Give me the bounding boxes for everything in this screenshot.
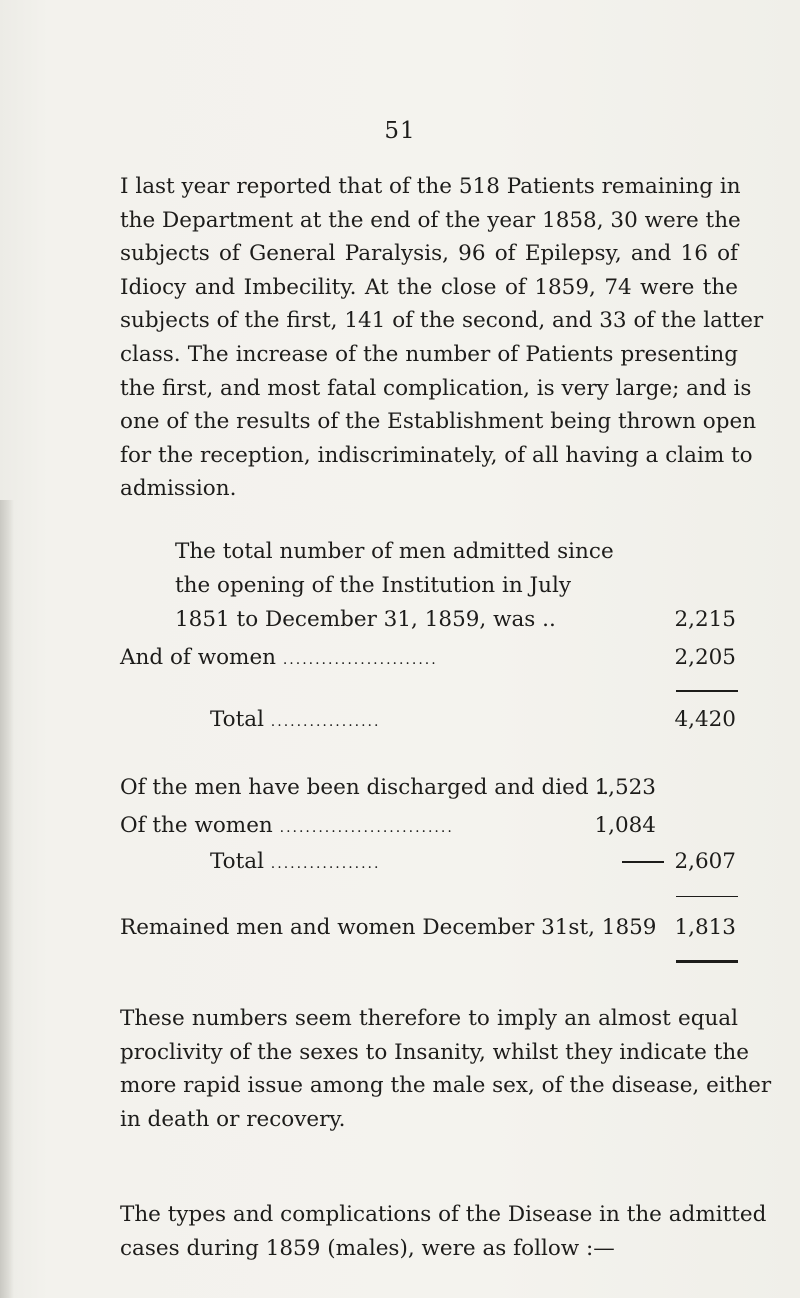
total-discharged-label: Total	[210, 849, 264, 874]
paragraph-line: The types and complications of the Disease in the admitted	[120, 1202, 767, 1227]
sum-rule	[676, 896, 738, 897]
women-admitted-value: 2,205	[674, 645, 736, 670]
total-admitted-label: Total	[210, 707, 264, 732]
men-admitted-line-2: the opening of the Institution in July	[175, 573, 571, 598]
men-discharged-label: Of the men have been discharged and died ..	[120, 775, 610, 800]
paragraph-line: These numbers seem therefore to imply an almost equal	[120, 1006, 738, 1031]
men-admitted-line-3: 1851 to December 31, 1859, was ..	[175, 607, 556, 632]
remained-label: Remained men and women December 31st, 1859	[120, 915, 657, 940]
remained-value: 1,813	[674, 915, 736, 940]
page-binding-shadow	[0, 500, 14, 1298]
paragraph-line: the first, and most fatal complication, is very large; and is	[120, 375, 752, 401]
paragraph-line: subjects of General Paralysis, 96 of Epilepsy, and 16 of	[120, 241, 738, 267]
paragraph-line: I last year reported that of the 518 Patients remaining in	[120, 174, 741, 199]
men-discharged-value: 1,523	[594, 775, 656, 800]
paragraph-proclivity	[120, 1002, 772, 1136]
men-admitted-value: 2,215	[674, 607, 736, 632]
paragraph-line: one of the results of the Establishment being thrown open	[120, 409, 757, 435]
leader-dots: ........................	[282, 652, 438, 668]
total-admitted-value: 4,420	[674, 707, 736, 732]
paragraph-line: the Department at the end of the year 1858, 30 were the	[120, 207, 741, 233]
women-discharged-value: 1,084	[594, 813, 656, 838]
paragraph-line: subjects of the first, 141 of the second, and 33 of the latter	[120, 308, 764, 334]
total-discharged-row	[210, 848, 380, 878]
leader-dots: .................	[270, 714, 381, 730]
sum-rule	[676, 690, 738, 692]
page-number: 51	[384, 118, 416, 144]
paragraph-line: Idiocy and Imbecility. At the close of 1859, 74 were the	[120, 274, 738, 300]
paragraph-line: proclivity of the sexes to Insanity, whilst they indicate the	[120, 1039, 749, 1065]
total-admitted-row	[210, 706, 380, 736]
paragraph-line: for the reception, indiscriminately, of all having a claim to	[120, 442, 753, 468]
women-discharged-row	[120, 812, 454, 842]
women-discharged-label: Of the women	[120, 813, 273, 838]
women-admitted-label: And of women	[120, 645, 277, 670]
double-rule	[676, 960, 738, 963]
leader-dots: ...........................	[279, 820, 454, 836]
paragraph-types	[120, 1198, 767, 1265]
paragraph-line: class. The increase of the number of Patients presenting	[120, 341, 738, 367]
paragraph-line: cases during 1859 (males), were as follow :—	[120, 1235, 615, 1261]
paragraph-line: more rapid issue among the male sex, of the disease, either	[120, 1073, 772, 1099]
leader-dots: .................	[270, 856, 381, 872]
carry-dash	[622, 861, 664, 863]
men-admitted-line-1: The total number of men admitted since	[175, 539, 614, 564]
women-admitted-row	[120, 644, 438, 674]
paragraph-patients-remaining	[120, 170, 764, 506]
total-discharged-value: 2,607	[674, 849, 736, 874]
paragraph-line: in death or recovery.	[120, 1106, 346, 1132]
paragraph-line: admission.	[120, 476, 237, 502]
total-discharged-value-wrap	[622, 848, 736, 876]
